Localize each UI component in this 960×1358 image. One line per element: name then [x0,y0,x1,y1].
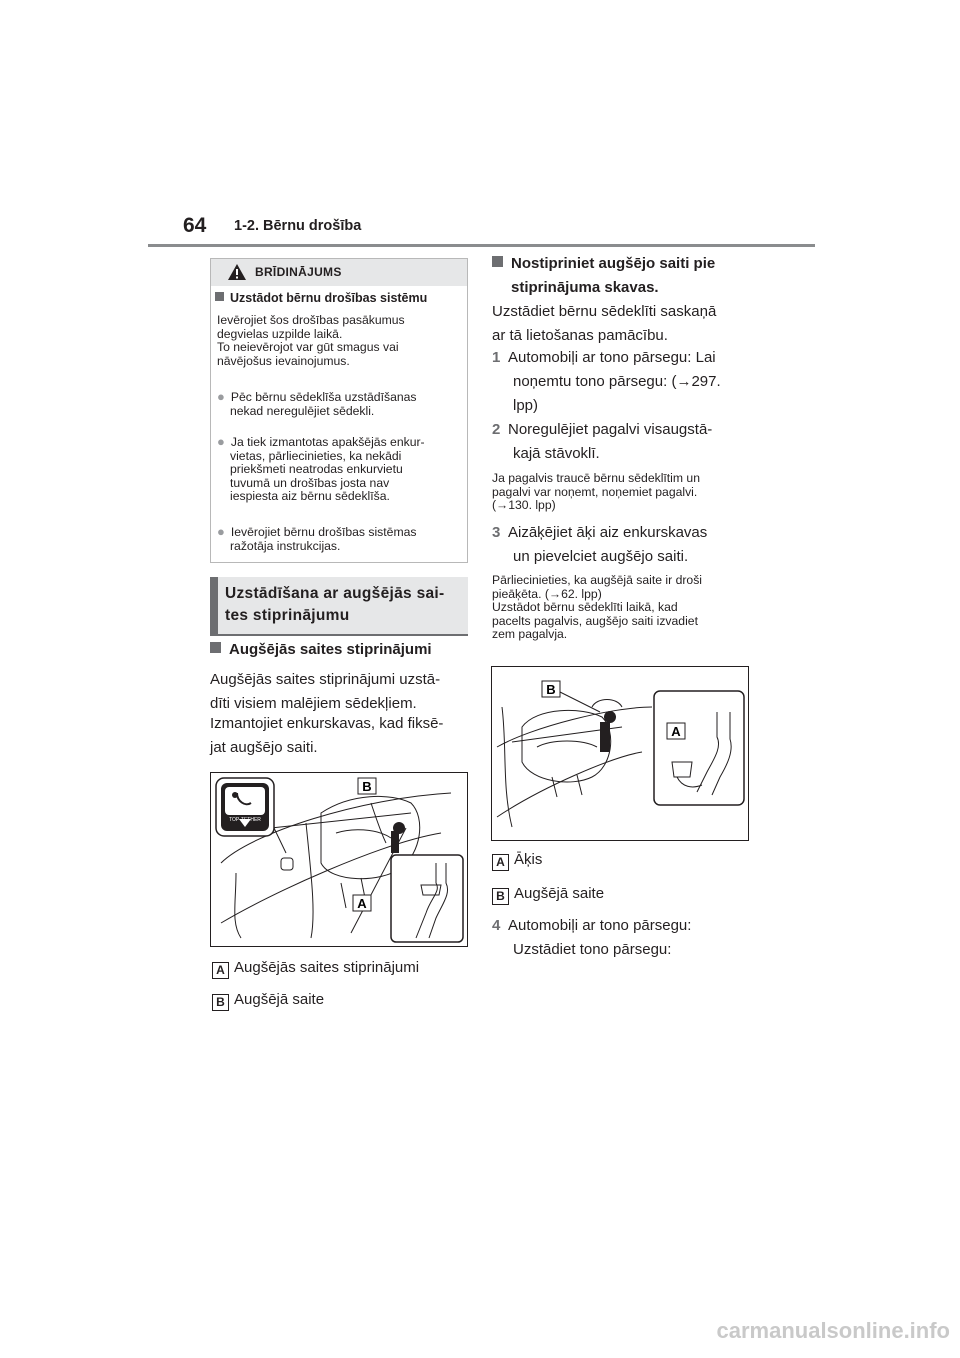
step-4: 4 Automobiļi ar tono pārsegu: Uzstādiet tono pārsegu: [492,917,692,958]
header-rule [148,244,815,247]
top-tether-icon-label: TOP-TETHER [229,817,261,823]
badge-b: B [212,994,229,1011]
warning-header [211,259,467,286]
step-1: 1 Automobiļi ar tono pārsegu: Lai noņemtu tono pārsegu: (→297. lpp) [492,349,721,414]
illustration-seat-anchors [211,773,467,946]
right-heading: Nostipriniet augšējo saiti pie stiprinājuma skavas. [492,252,715,300]
section-heading-rule [210,634,468,636]
bullet-dot-icon: ● [217,434,225,449]
warning-box [210,258,468,563]
figure-label-b: B [546,682,556,697]
illustration-hook [492,667,748,840]
legend-right-b: B Augšējā saite [492,884,604,905]
section-heading-bar [210,577,218,634]
figure-label-b: B [362,779,372,794]
note-1: Ja pagalvis traucē bērnu sēdeklītim un pagalvi var noņemt, noņemiet pagalvi. (→130. lpp) [492,471,700,512]
warning-intro: Ievērojiet šos drošības pasākumus degvielas uzpilde laikā. To neievērojot var gūt smagus vai nāvējošus ievainojumus. [217,313,405,368]
page-number: 64 [183,214,207,237]
warning-triangle-icon [227,263,247,281]
step-3: 3 Aizāķējiet āķi aiz enkurskavas un pievelciet augšējo saiti. [492,524,708,565]
left-heading: Augšējās saites stiprinājumi [210,638,432,662]
legend-b: B Augšējā saite [212,990,324,1011]
badge-b: B [492,888,509,905]
warning-title: BRĪDINĀJUMS [255,265,342,279]
legend-right-a: A Āķis [492,850,542,871]
badge-a: A [492,854,509,871]
figure-label-a: A [357,896,367,911]
warning-bullet-3: ● Ievērojiet bērnu drošības sistēmas ražotāja instrukcijas. [217,524,417,553]
section-heading: Uzstādīšana ar augšējās sai- tes stiprinājumu [225,585,445,624]
warning-bullet-2: ● Ja tiek izmantotas apakšējās enkur- vietas, pārliecinieties, ka nekādi priekšmeti neatrodas enkurvietu tuvumā un drošības josta nav iespiesta aiz bērnu sēdeklīša. [217,434,425,503]
left-para-1: Augšējās saites stiprinājumi uzstā- dīti visiem malējiem sēdekļiem. [210,671,441,712]
warning-subheading: Uzstādot bērnu drošības sistēmu [215,291,427,305]
figure-label-a: A [671,724,681,739]
right-para-1: Uzstādiet bērnu sēdeklīti saskaņā ar tā lietošanas pamācību. [492,303,717,344]
square-bullet-icon [210,642,221,653]
square-bullet-icon [215,292,224,301]
watermark: carmanualsonline.info [716,1318,950,1343]
figure-hook-tether [491,666,749,841]
square-bullet-icon [492,256,503,267]
badge-a: A [212,962,229,979]
legend-a: A Augšējās saites stiprinājumi [212,958,419,979]
warning-bullet-1: ● Pēc bērnu sēdeklīša uzstādīšanas nekad neregulējiet sēdekli. [217,389,417,418]
section-title: 1-2. Bērnu drošība [234,218,362,234]
left-para-2: Izmantojiet enkurskavas, kad fiksē- jat augšējo saiti. [210,715,444,756]
section-heading-box [210,577,468,634]
figure-top-tether-anchors [210,772,468,947]
note-2: Pārliecinieties, ka augšējā saite ir droši pieāķēta. (→62. lpp) Uzstādot bērnu sēdeklīti laikā, kad pacelts pagalvis, augšējo saiti izvadiet zem pagalvja. [492,573,702,641]
step-2: 2 Noregulējiet pagalvi visaugstā- kajā stāvoklī. [492,421,713,462]
bullet-dot-icon: ● [217,524,225,539]
bullet-dot-icon: ● [217,389,225,404]
